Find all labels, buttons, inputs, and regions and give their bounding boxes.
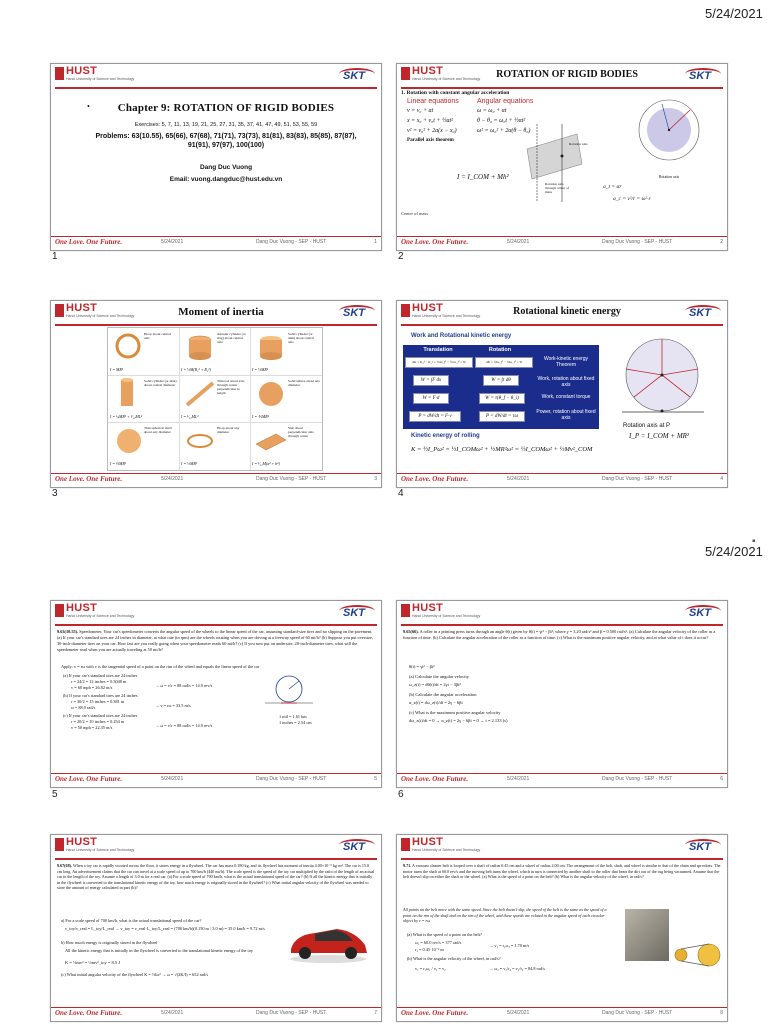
slide-number-3: 3 — [52, 488, 58, 499]
inertia-cell-1: Hoop about central axis I = MR² — [108, 328, 180, 376]
inertia-cell-5: Thin rod about axis through center perpendicular to length I = ¹⁄₁₂ML² — [179, 375, 251, 423]
linear-eq-2: x = x₀ + v₀t + ½at² — [407, 118, 453, 124]
skt-logo: SKT — [683, 67, 723, 85]
hust-logo: HUST Hanoi University of Science and Technology — [55, 304, 107, 324]
inertia-cell-6: Solid sphere about any diameter I = ⅖MR² — [250, 375, 322, 423]
apply-line: Apply: v = rω with v is the tangential speed of a point on the rim of the wheel and equals the linear speed of the car — [61, 664, 260, 669]
hust-logo: HUST Hanoi University of Science and Technology — [401, 604, 453, 624]
skt-logo: SKT — [337, 304, 377, 322]
exercise-list: Exercises: 5, 7, 11, 13, 19, 21, 25, 27, 31, 35, 37, 41, 47, 49, 51, 53, 55, 59 — [134, 122, 318, 128]
part-a-radius: r₁ = 0.45·10⁻² m — [415, 947, 444, 952]
work-energy-table — [403, 345, 599, 429]
part-b-formula: α_z(t) = dω_z(t)/dt = 2γ − 6βt — [409, 700, 463, 705]
angular-eq-3: ω² = ω₀² + 2α(θ − θ₀) — [477, 128, 531, 134]
part-a-formula: ω_z(t) = dθ(t)/dt = 2γt − 3βt² — [409, 682, 461, 687]
linear-eq-3: v² = v₀² + 2a(x − x₀) — [407, 128, 457, 134]
solution-c-heading: (c) If your car's standard tires are 24 inches — [63, 713, 138, 718]
problem-statement: 9.67(68). When a toy car is rapidly scooted across the floor, it stores energy in a flywheel. The car has mass 0.180 kg, and its flywheel has moment of inertia 4.00×10⁻⁵ kg·m². The car is 15.0 cm long. An advertisement claims that the car can travel at a scale speed of up to 700 km/h (440 mi/h). The scale speed is the speed of the toy car multiplied by the ratio of the length of an actual car to the length of the toy. Assume a length of 3.0 m for a real car. (a) For a scale speed of 700 km/h, what is the actual translational speed of the car? (b) If all the kinetic energy that is initially in the flywheel is converted to the translational kinetic energy of the toy, how much energy is originally stored in the flywheel? (c) What initial angular velocity of the flywheel was needed to store the amount of energy calculated in part (b)? — [57, 863, 375, 891]
solution-b-r: r = 30/2 = 15 inches = 0.381 m — [71, 699, 125, 704]
solution-b-w: ω = 88.0 rad/s — [71, 705, 96, 710]
row4-rotation: P = dW/dt = τω — [479, 411, 525, 422]
hust-logo: HUST Hanoi University of Science and Technology — [401, 67, 453, 87]
slide-number-1: 1 — [52, 251, 58, 262]
slide-footer: One Love. One Future. 5/24/2021 Dang Duc Vuong - SEP - HUST 6 — [397, 773, 727, 787]
author-email: Email: vuong.dangduc@hust.edu.vn — [169, 176, 283, 183]
part-a-omega: ω₁ = 60.0 rev/s = 377 rad/s — [415, 940, 462, 945]
com-axis-label: Rotation axis through center of mass — [545, 182, 570, 194]
part-a-heading: (a) Calculate the angular velocity — [409, 674, 469, 679]
problem-statement: 9.63(10.55). Speedometer. Your car's speedometer converts the angular speed of the wheels to the linear speed of the car, assuming standard-size tires and no slipping on the pavement. (a) If your car's standard tires are 24 inches in diameter, at what rate (in rpm) are the wheels rotating when you are driving at a freeway speed of 60 mi/h? (b) Suppose you put oversize, 30-inch-diameter tires on your car. How fast are you really going when your speedometer reads 60 mi/h? (c) If you now put on undersize, 20-inch-diameter tires, what will the speedometer read when you are actually traveling at 50 mi/h? — [57, 629, 373, 652]
sprocket-diagram — [669, 933, 723, 973]
part-b-heading: (b) What is the angular velocity of the wheel, in rad/s? — [407, 956, 501, 961]
hust-logo: HUST Hanoi University of Science and Technology — [55, 67, 107, 87]
slide-footer: One Love. One Future. 5/24/2021 Dang Duc Vuong - SEP - HUST 5 — [51, 773, 381, 787]
problem-statement: 9.65(66). A roller in a printing press turns through an angle θ(t) given by θ(t) = γt² − βt³, where γ = 3.20 rad/s² and β = 0.500 rad/s³. (a) Calculate the angular velocity of the roller as a function of time. (b) Calculate the angular acceleration of the roller as a function of time. (c) What is the maximum positive angular velocity, and at what value of t does it occur? — [403, 629, 716, 640]
row4-translation: P = dW/dt = F·v — [409, 411, 461, 422]
slide-title: Rotational kinetic energy — [513, 306, 621, 317]
section-heading: Work and Rotational kinetic energy — [411, 333, 512, 339]
part-c-formula: (c) What initial angular velocity of the flywheel K = ½Iω² → ω = √(2K/I) = 652 rad/s — [61, 972, 209, 977]
problem-statement: 9.71. A vacuum cleaner belt is looped over a shaft of radius 0.45 cm and a wheel of radius 2.00 cm. The arrangement of the belt, shaft, and wheel is similar to that of the chain and sprockets. The motor turns the shaft at 60.0 rev/s and the moving belt turns the wheel, which in turn is connected by another shaft to the roller that beats the dirt out of the rug being vacuumed. Assume that the belt doesn't slip on either the shaft or the wheel. (a) What is the speed of a point on the belt? (b) What is the angular velocity of the wheel, in rad/s? — [403, 863, 721, 880]
section-heading: 1. Rotation with constant angular acceleration — [401, 90, 510, 96]
part-c-formula: dω_z(t)/dt = 0 → α_z(t) = 2γ − 6βt = 0 → t = 2.133 (s) — [409, 718, 508, 723]
slide-footer: One Love. One Future. 5/24/2021 Dang Duc Vuong - SEP - HUST 8 — [397, 1007, 727, 1021]
part-a-heading: a) For a scale speed of 700 km/h, what is the actual translational speed of the car? — [61, 918, 202, 923]
parallel-axis-label: Parallel axis theorem — [407, 137, 454, 143]
slide-number-6: 6 — [398, 789, 404, 800]
linear-label: Linear equations — [407, 98, 459, 105]
chapter-title: Chapter 9: ROTATION OF RIGID BODIES — [117, 102, 335, 114]
unit-inch: 1 inches = 2.54 cm — [279, 720, 312, 725]
axis-label: Rotation axis at P — [623, 423, 671, 429]
hust-logo: HUST Hanoi University of Science and Technology — [401, 838, 453, 858]
slide-title: Moment of inertia — [178, 306, 264, 318]
inertia-cell-2: Annular cylinder (or ring) about central axis I = ½M(R₁² + R₂²) — [179, 328, 251, 376]
solution-a-result: → ω = v/r = 88 rad/s = 14.0 rev/s — [155, 683, 213, 688]
com-label: Center of mass — [401, 211, 428, 216]
part-b-relation: v₁ = r₁ω₁ / v₁ = v₂ — [415, 966, 446, 971]
hust-logo: HUST Hanoi University of Science and Technology — [55, 604, 107, 624]
slide-8[interactable] — [396, 834, 728, 1022]
slide-footer: One Love. One Future. 5/24/2021 Dang Duc Vuong - SEP - HUST 7 — [51, 1007, 381, 1021]
part-b-heading: (b) Calculate the angular acceleration — [409, 692, 477, 697]
row3-rotation: W = τ(θ_f − θ_i) — [479, 393, 525, 404]
slide-4[interactable] — [396, 300, 728, 488]
slide-number-4: 4 — [398, 488, 404, 499]
slide-1[interactable] — [50, 63, 382, 251]
row1-translation: ΔK = K_f − K_i = ½mv_f² − ½mv_i² = W — [405, 357, 473, 368]
solution-c-result: → ω = v/r = 88 rad/s = 14.0 rev/s — [155, 723, 213, 728]
part-a-formula: v_toy/v_real = L_toy/L_real → v_toy = v_real·L_toy/L_real = (700 km/h)(0.150 m / 3.0 m) = 35.0 km/h = 9.72 m/s — [65, 926, 265, 931]
linear-eq-1: v = v₀ + at — [407, 108, 434, 114]
part-b-result: → ω₂ = v₂/r₂ = v₁/r₂ = 84.8 rad/s — [489, 966, 545, 971]
vacuum-photo — [625, 909, 669, 961]
page-date-middle: 5/24/2021 — [705, 544, 763, 559]
row2-note: Work, rotation about fixed axis — [537, 376, 595, 388]
car-photo — [285, 915, 371, 965]
part-b-formula: K = ½mv² = ½mv²_toy = 8.5 J — [65, 960, 121, 965]
solution-a-heading: (a) If your car's standard tires are 24 inches — [63, 673, 138, 678]
part-b-note: All the kinetic energy that is initially in the flywheel is converted to the translational kinetic energy of the toy — [65, 948, 254, 953]
axis-formula: I_P = I_COM + MR² — [629, 432, 690, 440]
row3-note: Work, constant torque — [541, 394, 591, 400]
slide-3[interactable] — [50, 300, 382, 488]
rolling-heading: Kinetic energy of rolling — [411, 433, 480, 439]
page-mark: ▪ — [752, 536, 756, 547]
row1-note: Work-kinetic energy Theorem — [543, 356, 589, 368]
part-a-result: → v₁ = r₁ω₁ = 1.70 m/s — [489, 943, 530, 948]
slide-5[interactable] — [50, 600, 382, 788]
centripetal-accel: a_c = v²/r = ω²·r — [613, 196, 651, 202]
rolling-wheel-diagram — [612, 329, 712, 421]
slide-7[interactable] — [50, 834, 382, 1022]
rotation-axis-label: Rotation axis — [569, 142, 588, 146]
solution-a-v: v = 60 mph = 26.82 m/s — [71, 685, 113, 690]
parallel-axis-formula: I = I_COM + Mh² — [457, 173, 509, 181]
problem-list: Problems: 63(10.55), 65(66), 67(68), 71(71), 73(73), 81(81), 83(83), 85(85), 87(87), 91(91), 97(97), 100(100) — [95, 133, 357, 149]
solution-b-heading: (b) If your car's standard tires are 24 inches — [63, 693, 138, 698]
slide-footer: One Love. One Future. 5/24/2021 Dang Duc Vuong - SEP - HUST 4 — [397, 473, 727, 487]
inertia-table — [107, 327, 323, 471]
rotation-circle-diagram — [632, 92, 707, 172]
inertia-cell-4: Solid cylinder (or disk) about central diameter I = ¼MR² + ¹⁄₁₂ML² — [108, 375, 180, 423]
angular-label: Angular equations — [477, 98, 534, 105]
inertia-cell-9: Slab about perpendicular axis through center I = ¹⁄₁₂M(a² + b²) — [252, 426, 314, 466]
author-name: Dang Duc Vuong — [199, 164, 253, 171]
solution-c-r: r = 20/2 = 10 inches = 0.254 m — [71, 719, 125, 724]
row3-translation: W = F·d — [413, 393, 449, 404]
skt-logo: SKT — [683, 604, 723, 622]
slide-footer: One Love. One Future. 5/24/2021 Dang Duc Vuong - SEP - HUST 2 — [397, 236, 727, 250]
slide-number-2: 2 — [398, 251, 404, 262]
page-date-top: 5/24/2021 — [705, 6, 763, 21]
solution-a-r: r = 24/2 = 12 inches = 0.3048 m — [71, 679, 127, 684]
slide-title: ROTATION OF RIGID BODIES — [496, 69, 638, 80]
row4-note: Power, rotation about fixed axis — [536, 409, 596, 421]
slide-footer: One Love. One Future. 5/24/2021 Dang Duc Vuong - SEP - HUST 1 — [51, 236, 381, 250]
slide-footer: One Love. One Future. 5/24/2021 Dang Duc Vuong - SEP - HUST 3 — [51, 473, 381, 487]
slide-2[interactable] — [396, 63, 728, 251]
rotation-axis-caption: Rotation axis — [659, 175, 680, 179]
skt-logo: SKT — [337, 67, 377, 85]
unit-mile: 1 mil = 1.61 km — [279, 714, 307, 719]
skt-logo: SKT — [683, 838, 723, 856]
slide-number-5: 5 — [52, 789, 58, 800]
theta-function: θ(t) = γt² − βt³ — [409, 664, 435, 669]
belt-explanation: All points on the belt move with the same speed. Since the belt doesn't slip, the speed of the belt is the same as the speed of a point on the rim of the shaft and on the rim of the wheel, and these speeds are related to the angular speed of each circular object by v = rω — [403, 907, 607, 924]
tangential-accel: a_t = αr — [603, 184, 622, 190]
solution-b-result: → v = rω = 33.5 m/s — [155, 703, 191, 708]
angular-eq-1: ω = ω₀ + αt — [477, 108, 507, 114]
row2-translation: W = ∫F dx — [413, 375, 449, 386]
solution-c-v: v = 50 mph = 22.35 m/s — [71, 725, 113, 730]
inertia-cell-8: Hoop about any diameter I = ½MR² — [179, 422, 251, 470]
skt-logo: SKT — [337, 604, 377, 622]
hust-logo: HUST Hanoi University of Science and Technology — [401, 304, 453, 324]
angular-eq-2: θ − θ₀ = ω₀t + ½αt² — [477, 118, 526, 124]
inertia-cell-3: Solid cylinder (or disk) about central axis I = ½MR² — [250, 328, 322, 376]
part-a-heading: (a) What is the speed of a point on the belt? — [407, 932, 482, 937]
wheel-sketch — [261, 673, 317, 709]
col-translation: Translation — [423, 347, 453, 353]
skt-logo: SKT — [337, 838, 377, 856]
skt-logo: SKT — [683, 304, 723, 322]
rolling-formula: K = ½I_Pω² = ½I_COMω² + ½MR²ω² = ½I_COMω² + ½Mv²_COM — [411, 446, 593, 453]
col-rotation: Rotation — [488, 347, 512, 353]
inertia-cell-7: Thin spherical shell about any diameter I = ⅔MR² — [108, 422, 180, 470]
slide-6[interactable] — [396, 600, 728, 788]
row1-rotation: ΔK = ½Iω_f² − ½Iω_i² = W — [475, 357, 533, 368]
row2-rotation: W = ∫τ dθ — [483, 375, 519, 386]
part-b-heading: b) How much energy is originally stored in the flywheel — [61, 940, 158, 945]
bullet: • — [87, 102, 90, 111]
hust-logo: HUST Hanoi University of Science and Technology — [55, 838, 107, 858]
part-c-heading: (c) What is the maximum positive angular velocity — [409, 710, 501, 715]
